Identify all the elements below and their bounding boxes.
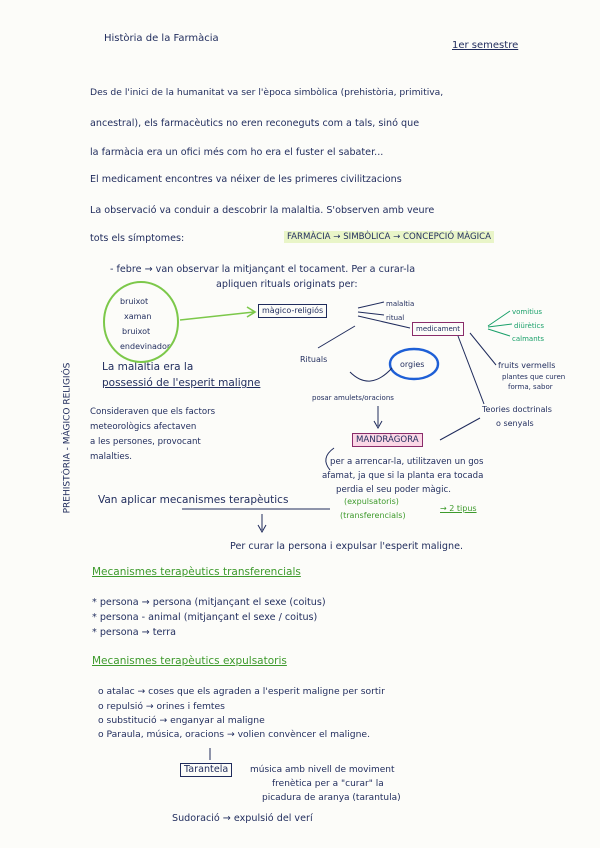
rituals-label: Rituals: [300, 355, 328, 364]
semester-label: 1er semestre: [452, 40, 519, 51]
paragraph-line: ancestral), els farmacèutics no eren reconeguts com a tals, sinó que: [90, 118, 420, 129]
fever-line: - febre → van observar la mitjançant el tocament. Per a curar-la: [110, 264, 416, 275]
expulsion-item: o substitució → enganyar al maligne: [98, 715, 265, 726]
green-arrow: [180, 312, 254, 320]
medicament-box: medicament: [412, 322, 464, 336]
fruits-line: plantes que curen: [502, 373, 566, 381]
paragraph-line: la farmàcia era un ofici més com ho era el fuster el sabater...: [90, 147, 384, 158]
tarantella-box: Tarantela: [180, 763, 232, 777]
fever-line: apliquen rituals originats per:: [216, 279, 358, 290]
tarantella-line: frenètica per a "curar" la: [272, 779, 384, 789]
considered-line: malalties.: [90, 452, 132, 462]
disease-line: La malaltia era la: [102, 361, 194, 373]
transfer-item: * persona - animal (mitjançant el sexe / coitus): [92, 612, 318, 623]
expulsion-item: o atalac → coses que els agraden a l'esperit maligne per sortir: [98, 686, 385, 697]
disease-line: possessió de l'esperit maligne: [102, 377, 261, 389]
medicament-item: diürètics: [514, 322, 545, 330]
doctrines-line: o senyals: [496, 419, 534, 428]
branch-label: ritual: [386, 314, 405, 322]
mechanisms-count: → 2 tipus: [440, 504, 477, 513]
expulsion-item: o repulsió → orines i femtes: [98, 701, 225, 712]
flow-banner: FARMÀCIA → SIMBÒLICA → CONCEPCIÓ MÀGICA: [284, 231, 494, 243]
magic-religious-box: màgico-religiós: [258, 304, 327, 318]
healer-item: bruixot: [122, 327, 151, 336]
transfer-item: * persona → terra: [92, 627, 177, 638]
paragraph-line: Des de l'inici de la humanitat va ser l'època simbòlica (prehistòria, primitiva,: [90, 87, 444, 98]
tarantella-line: música amb nivell de moviment: [250, 765, 395, 775]
page-title: Història de la Farmàcia: [104, 33, 219, 44]
mandragora-box: MANDRÀGORA: [352, 433, 423, 447]
mechanisms-result: Per curar la persona i expulsar l'esperit maligne.: [230, 541, 464, 552]
sudoracio-line: Sudoració → expulsió del verí: [172, 813, 313, 824]
transfer-heading: Mecanismes terapèutics transferencials: [92, 566, 301, 578]
healer-item: bruixot: [120, 297, 149, 306]
tarantella-line: picadura de aranya (tarantula): [262, 793, 401, 803]
mandragora-text: per a arrencar-la, utilitzaven un gos: [330, 457, 484, 467]
considered-line: meteorològics afectaven: [90, 422, 197, 432]
expulsion-heading: Mecanismes terapèutics expulsatoris: [92, 655, 287, 667]
mandragora-text: afamat, ja que si la planta era tocada: [322, 471, 484, 481]
mandragora-text: perdia el seu poder màgic.: [336, 485, 451, 495]
medicament-item: vomitius: [512, 308, 542, 316]
rituals-sub: posar amulets/oracions: [312, 394, 394, 402]
fruits-line: forma, sabor: [508, 383, 553, 391]
transfer-item: * persona → persona (mitjançant el sexe (coitus): [92, 597, 326, 608]
mechanisms-type: (transferencials): [340, 511, 406, 520]
expulsion-item: o Paraula, música, oracions → volien convèncer el maligne.: [98, 729, 370, 740]
healer-item: endevinador: [120, 342, 171, 351]
paragraph-line: tots els símptomes:: [90, 233, 185, 244]
medicament-item: calmants: [512, 335, 545, 343]
paragraph-line: La observació va conduir a descobrir la malaltia. S'observen amb veure: [90, 205, 435, 216]
branch-label: malaltia: [386, 300, 415, 308]
side-label: PREHISTÒRIA - MÀGICO RELIGIÓS: [62, 362, 73, 514]
considered-line: Consideraven que els factors: [90, 407, 216, 417]
orgies-label: orgies: [400, 360, 425, 369]
mechanisms-lead: Van aplicar mecanismes terapèutics: [98, 494, 289, 506]
mechanisms-type: (expulsatoris): [344, 497, 399, 506]
fruits-line: fruits vermells: [498, 361, 556, 370]
doctrines-line: Teories doctrinals: [482, 405, 552, 414]
paragraph-line: El medicament encontres va néixer de les primeres civilitzacions: [90, 174, 402, 185]
considered-line: a les persones, provocant: [90, 437, 201, 447]
healer-item: xaman: [124, 312, 152, 321]
